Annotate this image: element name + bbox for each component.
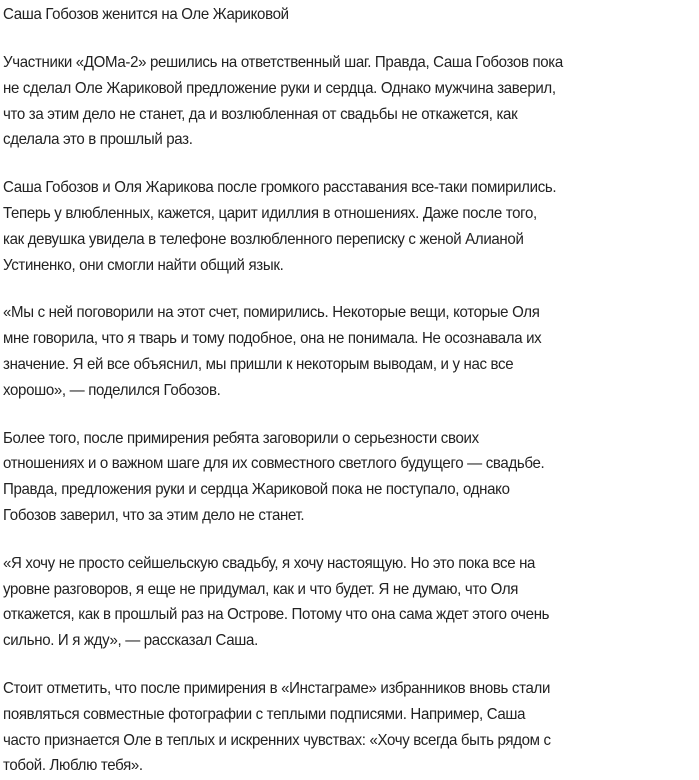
paragraph-wedding-talk <box>3 426 697 529</box>
article-title <box>3 2 697 28</box>
text-line: хорошо», — поделился Гобозов. <box>3 381 221 399</box>
text-line: как девушка увидела в телефоне возлюбленного переписку с женой Алианой <box>3 230 524 248</box>
text-line: Правда, предложения руки и сердца Жариковой пока не поступало, однако <box>3 481 510 499</box>
text-line: «Мы с ней поговорили на этот счет, помирились. Некоторые вещи, которые Оля <box>3 304 540 322</box>
text-line: откажется, как в прошлый раз на Острове. Потому что она сама ждет этого очень <box>3 606 550 624</box>
text-line: что за этим дело не станет, да и возлюбленная от свадьбы не откажется, как <box>3 105 518 123</box>
paragraph-quote-gobozov <box>3 300 697 403</box>
text-line: значение. Я ей все объяснил, мы пришли к некоторым выводам, и у нас все <box>3 355 514 373</box>
text-line: Теперь у влюбленных, кажется, царит идиллия в отношениях. Даже после того, <box>3 204 537 222</box>
text-line: мне говорила, что я тварь и тому подобное, она не понимала. Не осознавала их <box>3 330 542 348</box>
text-line: сделала это в прошлый раз. <box>3 131 193 149</box>
text-line: сильно. И я жду», — рассказал Саша. <box>3 632 258 650</box>
paragraph-quote-sasha <box>3 551 697 654</box>
text-line: Саша Гобозов и Оля Жарикова после громкого расставания все-таки помирились. <box>3 179 557 197</box>
text-line: Стоит отметить, что после примирения в «Инстаграме» избранников вновь стали <box>3 679 551 697</box>
text-line: Участники «ДОМа-2» решились на ответственный шаг. Правда, Саша Гобозов пока <box>3 54 563 71</box>
text-line: «Я хочу не просто сейшельскую свадьбу, я хочу настоящую. Но это пока все на <box>3 554 536 572</box>
paragraph-reconciliation <box>3 175 697 278</box>
text-line: тобой. Люблю тебя». <box>3 757 143 775</box>
article <box>3 2 697 779</box>
text-line: отношениях и о важном шаге для их совместного светлого будущего — свадьбе. <box>3 455 545 473</box>
text-line: Гобозов заверил, что за этим дело не станет. <box>3 506 305 524</box>
text-line: появляться совместные фотографии с теплыми подписями. Например, Саша <box>3 705 526 723</box>
text-line: Устиненко, они смогли найти общий язык. <box>3 256 284 274</box>
text-line: Более того, после примирения ребята заговорили о серьезности своих <box>3 429 479 447</box>
text-line: часто признается Оле в теплых и искренних чувствах: «Хочу всегда быть рядом с <box>3 731 551 749</box>
text-line: не сделал Оле Жариковой предложение руки и сердца. Однако мужчина заверил, <box>3 79 556 97</box>
text-line: уровне разговоров, я еще не придумал, как и что будет. Я не думаю, что Оля <box>3 580 519 598</box>
paragraph-instagram <box>3 676 697 779</box>
paragraph-intro <box>3 50 697 153</box>
title-text: Саша Гобозов женится на Оле Жариковой <box>3 6 289 23</box>
